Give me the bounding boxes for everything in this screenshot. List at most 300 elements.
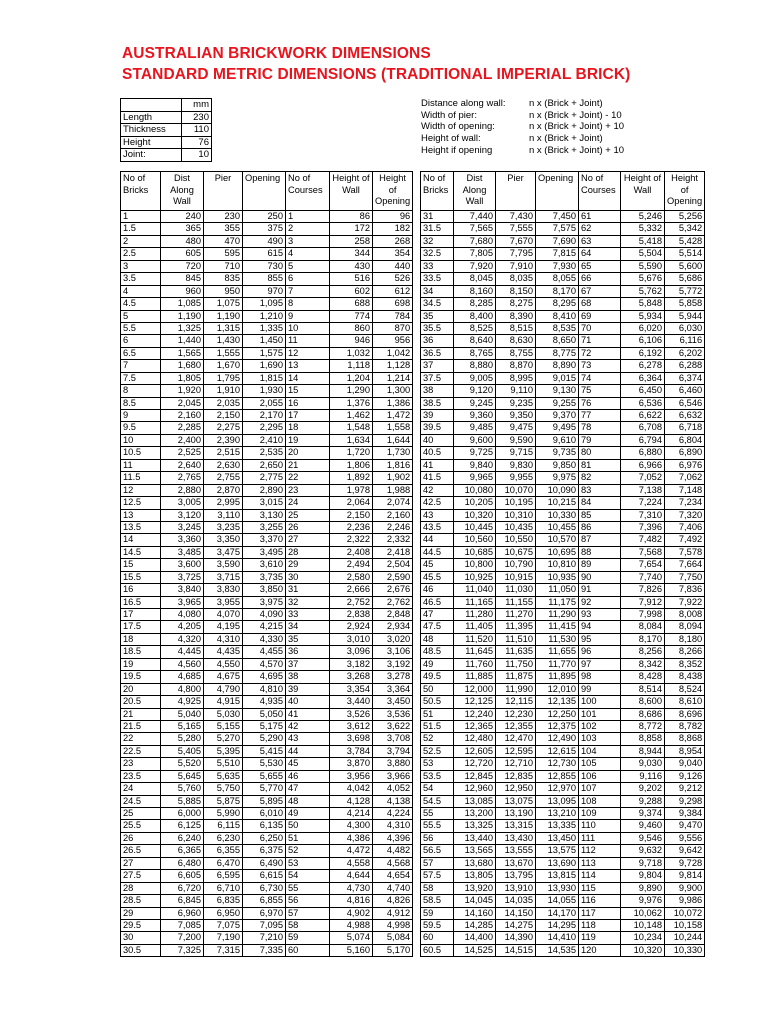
dimension-row (121, 149, 212, 162)
courses-cell: 49 (286, 808, 330, 820)
height-opening-cell: 2,418 (373, 546, 413, 558)
bricks-cell: 50 (421, 683, 454, 695)
dimensions-unit: mm (182, 99, 212, 112)
table-row (421, 211, 705, 223)
dist-cell: 6,480 (161, 857, 204, 869)
table-row (421, 385, 705, 397)
opening-cell: 4,215 (243, 621, 286, 633)
table-row (421, 944, 705, 956)
courses-cell: 80 (579, 447, 621, 459)
bricks-cell: 19.5 (121, 671, 161, 683)
table-row (121, 758, 413, 770)
table-row (421, 235, 705, 247)
height-wall-cell: 5,676 (621, 273, 665, 285)
brickwork-table-left (120, 171, 413, 957)
height-wall-cell: 1,892 (330, 472, 373, 484)
table-row (421, 472, 705, 484)
opening-cell: 12,970 (536, 783, 579, 795)
height-wall-cell: 7,396 (621, 521, 665, 533)
bricks-cell: 54.5 (421, 795, 454, 807)
height-opening-cell: 3,106 (373, 646, 413, 658)
courses-cell: 117 (579, 907, 621, 919)
formula-text: n x (Brick + Joint) + 10 (529, 144, 625, 156)
dist-cell: 5,405 (161, 745, 204, 757)
courses-cell: 23 (286, 484, 330, 496)
table-row (421, 770, 705, 782)
formula-notes (421, 98, 624, 157)
dist-cell: 3,725 (161, 571, 204, 583)
header-pier: Pier (496, 172, 536, 211)
courses-cell: 63 (579, 235, 621, 247)
opening-cell: 5,415 (243, 745, 286, 757)
height-opening-cell: 3,364 (373, 683, 413, 695)
dist-cell: 1,325 (161, 322, 204, 334)
height-wall-cell: 9,632 (621, 845, 665, 857)
height-opening-cell: 9,298 (665, 795, 705, 807)
opening-cell: 1,815 (243, 372, 286, 384)
courses-cell: 110 (579, 820, 621, 832)
height-opening-cell: 5,342 (665, 223, 705, 235)
pier-cell: 12,470 (496, 733, 536, 745)
table-header-row (421, 172, 705, 211)
table-row (121, 347, 413, 359)
courses-cell: 1 (286, 211, 330, 223)
table-row (121, 484, 413, 496)
height-opening-cell: 3,794 (373, 745, 413, 757)
height-wall-cell: 2,064 (330, 497, 373, 509)
pier-cell: 8,630 (496, 335, 536, 347)
table-row (121, 472, 413, 484)
dist-cell: 9,245 (454, 397, 496, 409)
dist-cell: 9,485 (454, 422, 496, 434)
pier-cell: 10,435 (496, 521, 536, 533)
formula-note (421, 145, 624, 157)
courses-cell: 42 (286, 720, 330, 732)
height-opening-cell: 7,406 (665, 521, 705, 533)
opening-cell: 10,455 (536, 521, 579, 533)
table-row (421, 223, 705, 235)
dist-cell: 5,760 (161, 783, 204, 795)
pier-cell: 7,430 (496, 211, 536, 223)
height-wall-cell: 7,224 (621, 497, 665, 509)
height-opening-cell: 7,234 (665, 497, 705, 509)
dist-cell: 2,045 (161, 397, 204, 409)
opening-cell: 12,135 (536, 696, 579, 708)
table-row (421, 708, 705, 720)
pier-cell: 13,555 (496, 845, 536, 857)
table-row (421, 422, 705, 434)
opening-cell: 10,570 (536, 534, 579, 546)
table-row (421, 609, 705, 621)
height-opening-cell: 9,384 (665, 808, 705, 820)
dist-cell: 11,885 (454, 671, 496, 683)
formula-note (421, 121, 624, 133)
bricks-cell: 43.5 (421, 521, 454, 533)
pier-cell: 2,390 (204, 434, 243, 446)
dist-cell: 7,680 (454, 235, 496, 247)
courses-cell: 3 (286, 235, 330, 247)
height-opening-cell: 9,040 (665, 758, 705, 770)
opening-cell: 855 (243, 273, 286, 285)
height-wall-cell: 7,740 (621, 571, 665, 583)
courses-cell: 56 (286, 895, 330, 907)
table-row (421, 720, 705, 732)
pier-cell: 14,390 (496, 932, 536, 944)
pier-cell: 11,155 (496, 596, 536, 608)
height-opening-cell: 2,246 (373, 521, 413, 533)
pier-cell: 8,995 (496, 372, 536, 384)
table-row (121, 808, 413, 820)
courses-cell: 89 (579, 559, 621, 571)
height-opening-cell: 7,320 (665, 509, 705, 521)
header-dist-along-wall: Dist Along Wall (454, 172, 496, 211)
courses-cell: 35 (286, 633, 330, 645)
opening-cell: 615 (243, 248, 286, 260)
dist-cell: 13,200 (454, 808, 496, 820)
opening-cell: 5,175 (243, 720, 286, 732)
height-wall-cell: 2,752 (330, 596, 373, 608)
height-opening-cell: 6,546 (665, 397, 705, 409)
bricks-cell: 21.5 (121, 720, 161, 732)
height-wall-cell: 9,718 (621, 857, 665, 869)
height-wall-cell: 8,170 (621, 633, 665, 645)
bricks-cell: 58.5 (421, 895, 454, 907)
dimension-label: Length (121, 111, 182, 124)
dimension-label: Height (121, 136, 182, 149)
bricks-cell: 59.5 (421, 919, 454, 931)
courses-cell: 31 (286, 584, 330, 596)
height-opening-cell: 2,074 (373, 497, 413, 509)
courses-cell: 46 (286, 770, 330, 782)
height-opening-cell: 7,492 (665, 534, 705, 546)
bricks-cell: 47 (421, 609, 454, 621)
height-wall-cell: 4,472 (330, 845, 373, 857)
height-wall-cell: 2,150 (330, 509, 373, 521)
dist-cell: 13,325 (454, 820, 496, 832)
opening-cell: 6,615 (243, 870, 286, 882)
height-opening-cell: 6,718 (665, 422, 705, 434)
height-opening-cell: 4,396 (373, 832, 413, 844)
height-wall-cell: 8,858 (621, 733, 665, 745)
opening-cell: 6,490 (243, 857, 286, 869)
height-opening-cell: 9,212 (665, 783, 705, 795)
pier-cell: 3,715 (204, 571, 243, 583)
opening-cell: 14,535 (536, 944, 579, 956)
height-wall-cell: 6,966 (621, 459, 665, 471)
courses-cell: 87 (579, 534, 621, 546)
dist-cell: 9,600 (454, 434, 496, 446)
height-opening-cell: 526 (373, 273, 413, 285)
bricks-cell: 48.5 (421, 646, 454, 658)
pier-cell: 1,910 (204, 385, 243, 397)
courses-cell: 115 (579, 882, 621, 894)
height-wall-cell: 7,568 (621, 546, 665, 558)
table-row (121, 882, 413, 894)
height-wall-cell: 2,838 (330, 609, 373, 621)
pier-cell: 4,070 (204, 609, 243, 621)
pier-cell: 2,870 (204, 484, 243, 496)
courses-cell: 73 (579, 360, 621, 372)
pier-cell: 1,315 (204, 322, 243, 334)
opening-cell: 375 (243, 223, 286, 235)
courses-cell: 78 (579, 422, 621, 434)
dist-cell: 240 (161, 211, 204, 223)
dist-cell: 4,560 (161, 658, 204, 670)
opening-cell: 1,690 (243, 360, 286, 372)
height-wall-cell: 9,202 (621, 783, 665, 795)
opening-cell: 13,450 (536, 832, 579, 844)
brick-dimensions-table (120, 98, 212, 162)
opening-cell: 12,615 (536, 745, 579, 757)
pier-cell: 950 (204, 285, 243, 297)
pier-cell: 11,395 (496, 621, 536, 633)
courses-cell: 41 (286, 708, 330, 720)
pier-cell: 12,710 (496, 758, 536, 770)
dist-cell: 8,045 (454, 273, 496, 285)
height-opening-cell: 870 (373, 322, 413, 334)
pier-cell: 355 (204, 223, 243, 235)
bricks-cell: 60.5 (421, 944, 454, 956)
height-opening-cell: 5,514 (665, 248, 705, 260)
pier-cell: 1,555 (204, 347, 243, 359)
table-row (421, 895, 705, 907)
height-opening-cell: 7,578 (665, 546, 705, 558)
height-wall-cell: 7,826 (621, 584, 665, 596)
height-wall-cell: 1,290 (330, 385, 373, 397)
courses-cell: 22 (286, 472, 330, 484)
table-row (121, 696, 413, 708)
table-row (421, 260, 705, 272)
opening-cell: 11,415 (536, 621, 579, 633)
height-wall-cell: 6,708 (621, 422, 665, 434)
height-wall-cell: 3,784 (330, 745, 373, 757)
table-row (121, 497, 413, 509)
opening-cell: 5,290 (243, 733, 286, 745)
bricks-cell: 7.5 (121, 372, 161, 384)
height-opening-cell: 5,600 (665, 260, 705, 272)
table-row (421, 285, 705, 297)
courses-cell: 99 (579, 683, 621, 695)
height-opening-cell: 3,708 (373, 733, 413, 745)
table-row (421, 696, 705, 708)
table-row (121, 459, 413, 471)
header-pier: Pier (204, 172, 243, 211)
opening-cell: 5,770 (243, 783, 286, 795)
height-opening-cell: 3,536 (373, 708, 413, 720)
courses-cell: 54 (286, 870, 330, 882)
dist-cell: 10,685 (454, 546, 496, 558)
bricks-cell: 1 (121, 211, 161, 223)
dist-cell: 4,800 (161, 683, 204, 695)
height-wall-cell: 4,730 (330, 882, 373, 894)
dist-cell: 14,160 (454, 907, 496, 919)
height-wall-cell: 8,944 (621, 745, 665, 757)
pier-cell: 1,430 (204, 335, 243, 347)
courses-cell: 6 (286, 273, 330, 285)
pier-cell: 5,990 (204, 808, 243, 820)
table-row (421, 932, 705, 944)
table-row (121, 335, 413, 347)
opening-cell: 7,210 (243, 932, 286, 944)
bricks-cell: 6 (121, 335, 161, 347)
table-row (421, 882, 705, 894)
opening-cell: 12,855 (536, 770, 579, 782)
dist-cell: 9,725 (454, 447, 496, 459)
dist-cell: 1,190 (161, 310, 204, 322)
opening-cell: 5,895 (243, 795, 286, 807)
height-wall-cell: 1,978 (330, 484, 373, 496)
height-opening-cell: 8,266 (665, 646, 705, 658)
bricks-cell: 11.5 (121, 472, 161, 484)
opening-cell: 7,815 (536, 248, 579, 260)
opening-cell: 3,130 (243, 509, 286, 521)
bricks-cell: 31.5 (421, 223, 454, 235)
height-wall-cell: 4,816 (330, 895, 373, 907)
pier-cell: 5,635 (204, 770, 243, 782)
pier-cell: 5,270 (204, 733, 243, 745)
dist-cell: 1,920 (161, 385, 204, 397)
opening-cell: 12,250 (536, 708, 579, 720)
dist-cell: 6,240 (161, 832, 204, 844)
bricks-cell: 45.5 (421, 571, 454, 583)
courses-cell: 118 (579, 919, 621, 931)
dist-cell: 10,445 (454, 521, 496, 533)
pier-cell: 7,315 (204, 944, 243, 956)
opening-cell: 14,055 (536, 895, 579, 907)
height-opening-cell: 1,558 (373, 422, 413, 434)
opening-cell: 1,930 (243, 385, 286, 397)
courses-cell: 14 (286, 372, 330, 384)
pier-cell: 8,275 (496, 298, 536, 310)
height-opening-cell: 6,804 (665, 434, 705, 446)
pier-cell: 4,550 (204, 658, 243, 670)
opening-cell: 6,135 (243, 820, 286, 832)
opening-cell: 11,655 (536, 646, 579, 658)
height-wall-cell: 7,912 (621, 596, 665, 608)
dist-cell: 2,400 (161, 434, 204, 446)
dist-cell: 10,925 (454, 571, 496, 583)
dist-cell: 12,000 (454, 683, 496, 695)
bricks-cell: 18 (121, 633, 161, 645)
pier-cell: 9,235 (496, 397, 536, 409)
table-row (421, 783, 705, 795)
height-opening-cell: 9,728 (665, 857, 705, 869)
table-row (421, 497, 705, 509)
table-row (121, 223, 413, 235)
pier-cell: 12,115 (496, 696, 536, 708)
bricks-cell: 11 (121, 459, 161, 471)
opening-cell: 9,610 (536, 434, 579, 446)
courses-cell: 108 (579, 795, 621, 807)
table-row (421, 758, 705, 770)
table-row (121, 509, 413, 521)
height-wall-cell: 1,118 (330, 360, 373, 372)
pier-cell: 595 (204, 248, 243, 260)
pier-cell: 8,755 (496, 347, 536, 359)
height-wall-cell: 6,794 (621, 434, 665, 446)
bricks-cell: 17.5 (121, 621, 161, 633)
dist-cell: 12,365 (454, 720, 496, 732)
height-wall-cell: 8,514 (621, 683, 665, 695)
dist-cell: 7,325 (161, 944, 204, 956)
dist-cell: 11,520 (454, 633, 496, 645)
courses-cell: 52 (286, 845, 330, 857)
pier-cell: 11,990 (496, 683, 536, 695)
height-wall-cell: 9,288 (621, 795, 665, 807)
opening-cell: 8,535 (536, 322, 579, 334)
height-opening-cell: 1,730 (373, 447, 413, 459)
pier-cell: 8,150 (496, 285, 536, 297)
bricks-cell: 34.5 (421, 298, 454, 310)
pier-cell: 7,190 (204, 932, 243, 944)
height-wall-cell: 9,374 (621, 808, 665, 820)
courses-cell: 21 (286, 459, 330, 471)
bricks-cell: 16.5 (121, 596, 161, 608)
courses-cell: 43 (286, 733, 330, 745)
height-opening-cell: 10,072 (665, 907, 705, 919)
height-opening-cell: 182 (373, 223, 413, 235)
bricks-cell: 15 (121, 559, 161, 571)
bricks-cell: 20 (121, 683, 161, 695)
height-wall-cell: 344 (330, 248, 373, 260)
table-row (421, 919, 705, 931)
height-opening-cell: 5,170 (373, 944, 413, 956)
height-wall-cell: 8,256 (621, 646, 665, 658)
courses-cell: 95 (579, 633, 621, 645)
pier-cell: 13,075 (496, 795, 536, 807)
height-opening-cell: 6,460 (665, 385, 705, 397)
height-opening-cell: 1,214 (373, 372, 413, 384)
table-row (121, 322, 413, 334)
height-wall-cell: 7,998 (621, 609, 665, 621)
courses-cell: 33 (286, 609, 330, 621)
dist-cell: 12,605 (454, 745, 496, 757)
courses-cell: 85 (579, 509, 621, 521)
courses-cell: 120 (579, 944, 621, 956)
dist-cell: 2,525 (161, 447, 204, 459)
bricks-cell: 4 (121, 285, 161, 297)
height-wall-cell: 2,494 (330, 559, 373, 571)
pier-cell: 1,075 (204, 298, 243, 310)
courses-cell: 15 (286, 385, 330, 397)
dist-cell: 13,920 (454, 882, 496, 894)
pier-cell: 10,915 (496, 571, 536, 583)
dist-cell: 960 (161, 285, 204, 297)
pier-cell: 3,475 (204, 546, 243, 558)
pier-cell: 710 (204, 260, 243, 272)
table-row (121, 571, 413, 583)
table-row (121, 310, 413, 322)
bricks-cell: 27.5 (121, 870, 161, 882)
bricks-cell: 60 (421, 932, 454, 944)
height-wall-cell: 10,148 (621, 919, 665, 931)
dimension-row (121, 111, 212, 124)
table-row (421, 434, 705, 446)
opening-cell: 4,810 (243, 683, 286, 695)
height-opening-cell: 784 (373, 310, 413, 322)
pier-cell: 14,515 (496, 944, 536, 956)
opening-cell: 10,810 (536, 559, 579, 571)
opening-cell: 6,250 (243, 832, 286, 844)
height-opening-cell: 4,482 (373, 845, 413, 857)
opening-cell: 3,610 (243, 559, 286, 571)
courses-cell: 17 (286, 410, 330, 422)
table-row (121, 609, 413, 621)
dist-cell: 8,765 (454, 347, 496, 359)
opening-cell: 6,375 (243, 845, 286, 857)
height-opening-cell: 7,836 (665, 584, 705, 596)
pier-cell: 230 (204, 211, 243, 223)
